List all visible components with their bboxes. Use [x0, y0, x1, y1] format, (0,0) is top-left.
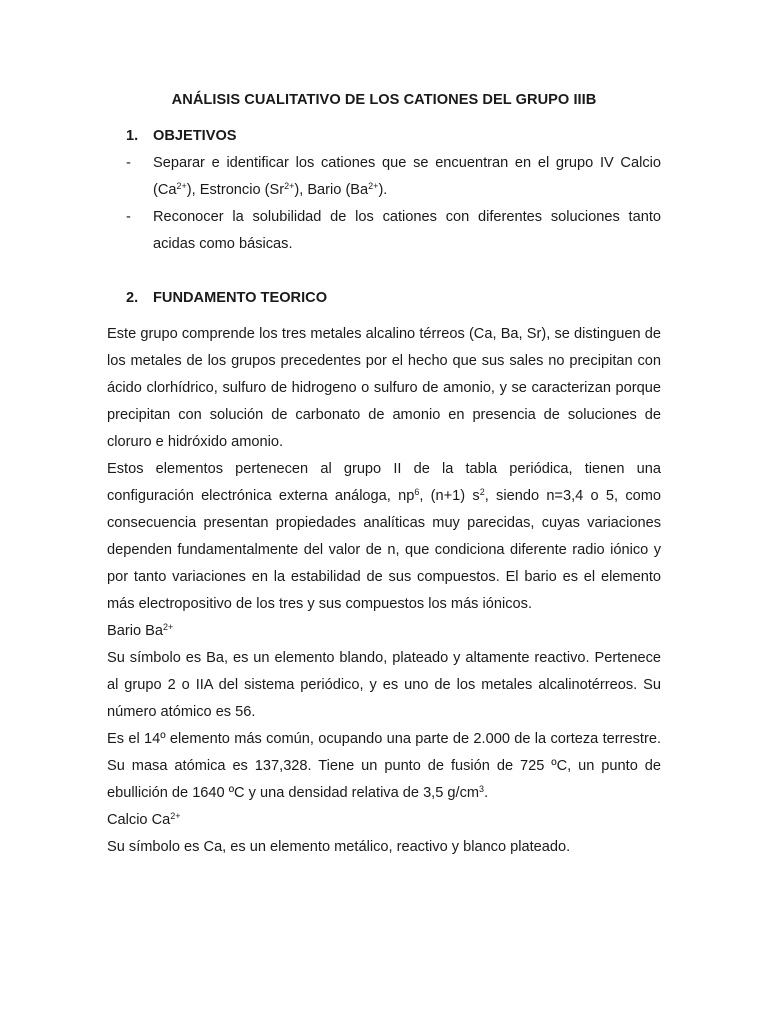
charge-superscript: 2+ — [176, 181, 187, 191]
exponent-superscript: 3 — [479, 784, 485, 794]
element-label-calcio — [107, 807, 661, 834]
section-title: FUNDAMENTO TEORICO — [153, 290, 328, 306]
charge-superscript: 2+ — [170, 811, 181, 821]
objective-text — [153, 150, 661, 204]
objective-text-part: ), Bario (Ba — [294, 182, 369, 198]
objective-text-part: Separar e identificar los cationes que se encuentran en el grupo IV Calcio (Ca — [153, 155, 661, 198]
element-name: Calcio Ca — [107, 812, 171, 828]
section-number: 2. — [126, 290, 139, 306]
document-title: ANÁLISIS CUALITATIVO DE LOS CATIONES DEL GRUPO IIIB — [171, 92, 597, 108]
paragraph-bario-properties — [107, 726, 661, 807]
paragraph-intro: Este grupo comprende los tres metales alcalino térreos (Ca, Ba, Sr), se distinguen de los metales de los grupos precedentes por el hecho que sus sales no precipitan con ácido clorhídrico, sulfuro de hidrogeno o sulfuro de amonio, y se caracterizan porque precipitan con solución de carbonato de amonio en presencia de soluciones de cloruro e hidróxido amonio. — [107, 326, 661, 450]
bullet-dash: - — [126, 155, 131, 171]
paragraph-text-part: . — [484, 785, 489, 801]
exponent-superscript: 6 — [414, 487, 420, 497]
section-heading-objetivos — [126, 128, 237, 144]
element-label-bario — [107, 618, 661, 645]
paragraph-text-part: , siendo n=3,4 o 5, como consecuencia presentan propiedades analíticas muy parecidas, cuyas variaciones dependen fundamentalmente del valor de n, que condiciona diferente radio iónico y por tanto variaciones en la estabilidad de sus compuestos. El bario es el elemento más electropositivo de los tres y sus compuestos los más iónicos. — [107, 488, 662, 612]
objective-text: Reconocer la solubilidad de los cationes con diferentes soluciones tanto acidas como básicas. — [153, 209, 661, 252]
charge-superscript: 2+ — [368, 181, 379, 191]
objective-text-part: ). — [378, 182, 388, 198]
paragraph-configuration — [107, 456, 661, 618]
paragraph-text-part: Estos elementos pertenecen al grupo II de la tabla periódica, tienen una configuración electrónica externa análoga, np — [107, 461, 661, 504]
section-title: OBJETIVOS — [153, 128, 237, 144]
paragraph-calcio-description: Su símbolo es Ca, es un elemento metálico, reactivo y blanco plateado. — [107, 839, 571, 855]
paragraph-bario-description: Su símbolo es Ba, es un elemento blando, plateado y altamente reactivo. Pertenece al grupo 2 o IIA del sistema periódico, y es uno de los metales alcalinotérreos. Su número atómico es 56. — [107, 650, 661, 720]
paragraph-text-part: Es el 14º elemento más común, ocupando una parte de 2.000 de la corteza terrestre. Su masa atómica es 137,328. Tiene un punto de fusión de 725 ºC, un punto de ebullición de 1640 ºC y una densidad relativa de 3,5 g/cm — [107, 731, 661, 801]
exponent-superscript: 2 — [479, 487, 485, 497]
section-number: 1. — [126, 128, 139, 144]
objective-item-1 — [126, 150, 661, 204]
objective-text-part: ), Estroncio (Sr — [186, 182, 285, 198]
section-heading-fundamento — [126, 290, 327, 306]
charge-superscript: 2+ — [284, 181, 295, 191]
objective-item-2 — [126, 204, 661, 258]
charge-superscript: 2+ — [162, 622, 174, 632]
bullet-dash: - — [126, 209, 131, 225]
section-body — [107, 321, 661, 861]
paragraph-text-part: , (n+1) s — [419, 488, 480, 504]
element-name: Bario Ba — [107, 623, 163, 639]
